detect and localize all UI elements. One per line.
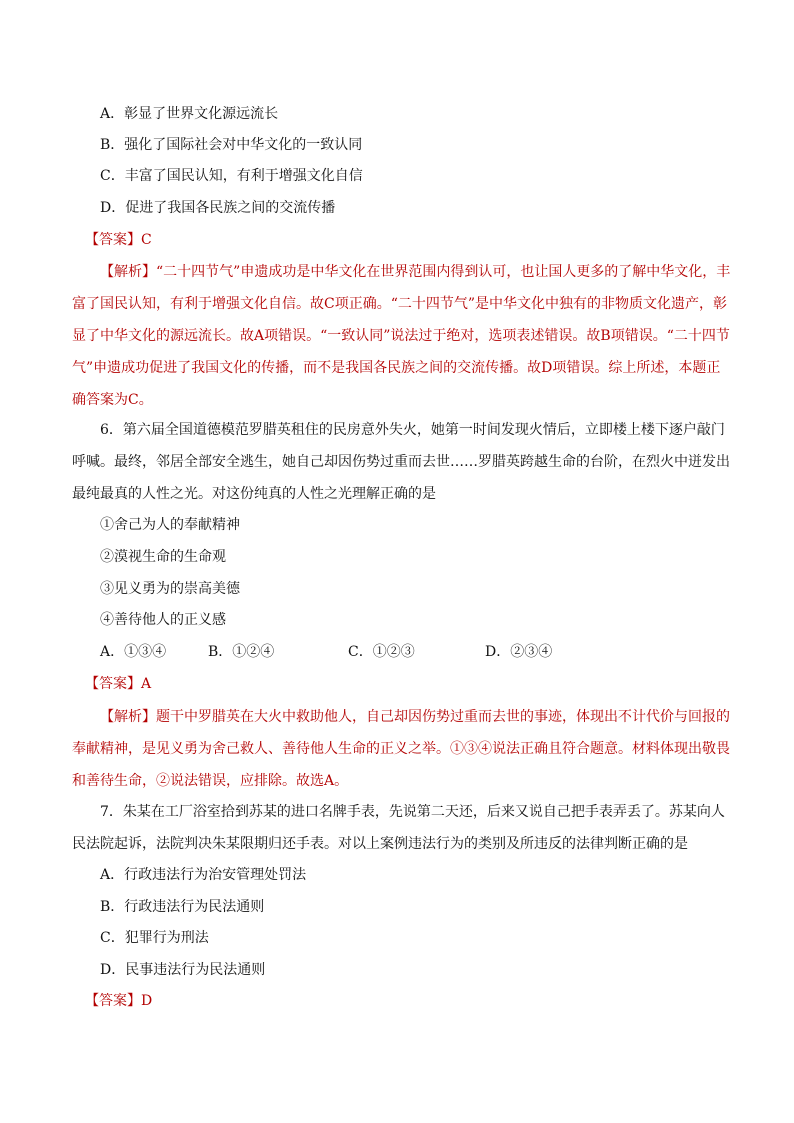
q6-option-b: B．①②④ <box>208 644 275 660</box>
q7-stem-text: 7．朱某在工厂浴室拾到苏某的进口名牌手表，先说第二天还，后来又说自己把手表弄丢了。苏某向人民法院起诉，法院判决朱某限期归还手表。对以上案例违法行为的类别及所违反的法律判断正确的是 <box>72 804 725 852</box>
q7-option-c: C．犯罪行为刑法 <box>100 930 209 946</box>
q5-option-d: D．促进了我国各民族之间的交流传播 <box>100 200 336 216</box>
q6-item-4: ④善待他人的正义感 <box>100 612 226 628</box>
q6-option-c: C．①②③ <box>348 644 415 660</box>
q5-analysis-text: 【解析】“二十四节气”申遗成功是中华文化在世界范围内得到认可，也让国人更多的了解中华文化，丰富了国民认知，有利于增强文化自信。故C项正确。“二十四节气”是中华文化中独有的非物质文化遗产，彰显了中华文化的源远流长。故A项错误。“一致认同”说法过于绝对，选项表述错误。故B项错误。“二十四节气”申遗成功促进了我国文化的传播，而不是我国各民族之间的交流传播。故D项错误。综上所述，本题正确答案为C。 <box>72 264 731 408</box>
q6-option-a: A．①③④ <box>100 644 167 660</box>
q6-item-1: ①舍己为人的奉献精神 <box>100 517 240 533</box>
q5-option-b: B．强化了国际社会对中华文化的一致认同 <box>100 137 363 153</box>
q6-item-2: ②漠视生命的生命观 <box>100 549 226 565</box>
q5-option-a: A．彰显了世界文化源远流长 <box>100 106 279 122</box>
q6-option-d: D．②③④ <box>485 644 553 660</box>
q6-item-3: ③见义勇为的崇高美德 <box>100 581 240 597</box>
q6-options-row <box>100 642 620 662</box>
q7-option-b: B．行政违法行为民法通则 <box>100 899 265 915</box>
q7-option-d: D．民事违法行为民法通则 <box>100 962 266 978</box>
q6-stem <box>72 414 732 510</box>
q6-answer: 【答案】A <box>85 676 152 692</box>
q5-analysis <box>72 256 732 416</box>
q6-analysis-text: 【解析】题干中罗腊英在大火中救助他人，自己却因伤势过重而去世的事迹，体现出不计代价与回报的奉献精神，是见义勇为舍己救人、善待他人生命的正义之举。①③④说法正确且符合题意。材料体现出敬畏和善待生命，②说法错误，应排除。故选A。 <box>72 709 730 789</box>
q5-answer: 【答案】C <box>85 232 152 248</box>
q6-analysis <box>72 701 732 797</box>
q7-answer: 【答案】D <box>85 993 153 1009</box>
q5-option-c: C．丰富了国民认知，有利于增强文化自信 <box>100 168 363 184</box>
q6-stem-text: 6．第六届全国道德模范罗腊英租住的民房意外失火，她第一时间发现火情后，立即楼上楼下逐户敲门呼喊。最终，邻居全部安全逃生，她自己却因伤势过重而去世……罗腊英跨越生命的台阶，在烈火中迸发出最纯最真的人性之光。对这份纯真的人性之光理解正确的是 <box>72 422 730 502</box>
q7-option-a: A．行政违法行为治安管理处罚法 <box>100 867 307 883</box>
q7-stem <box>72 796 732 860</box>
